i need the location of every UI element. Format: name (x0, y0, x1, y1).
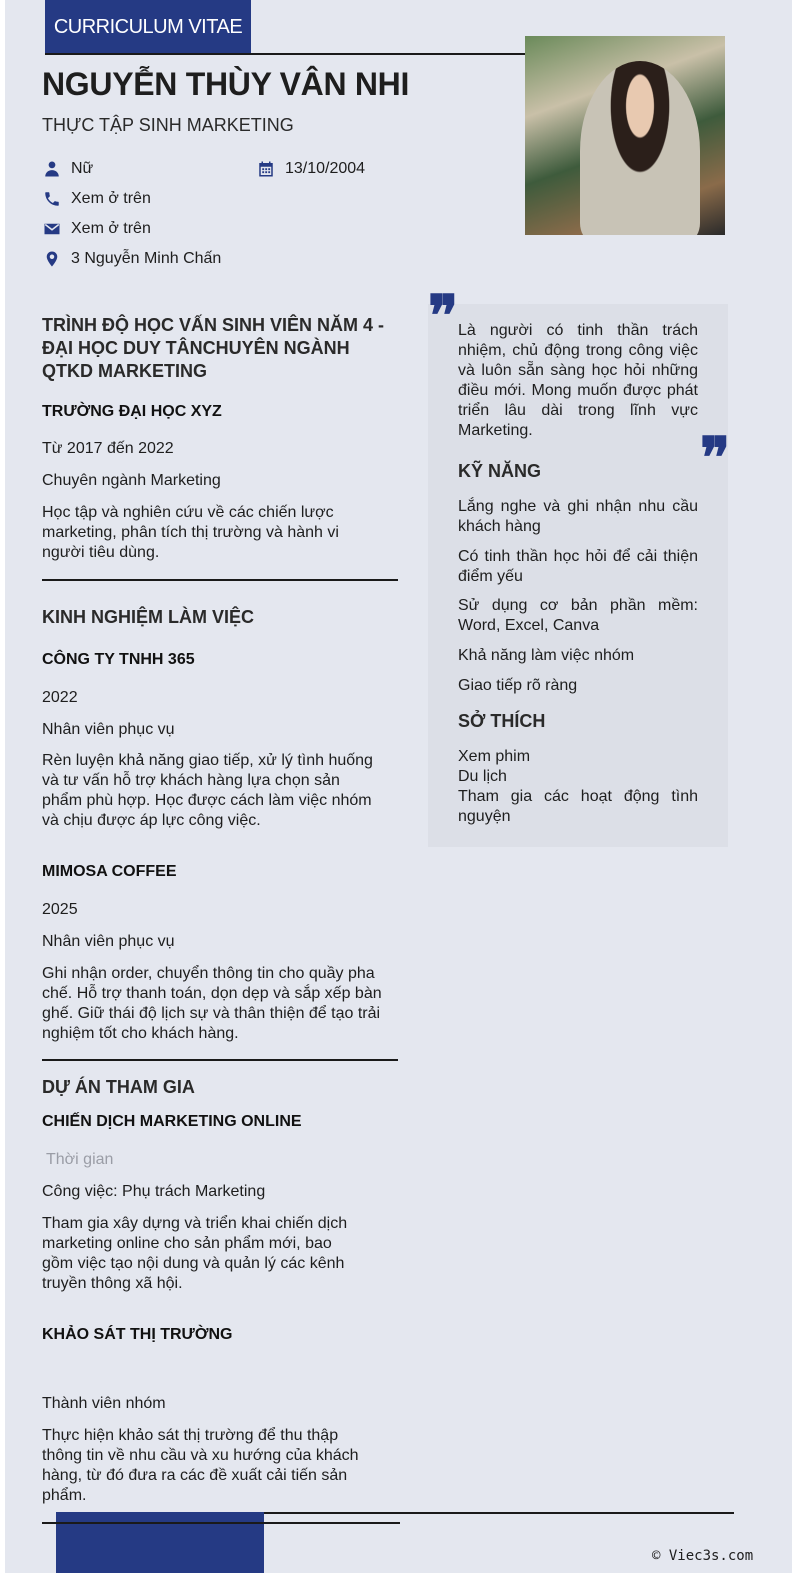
company-name: MIMOSA COFFEE (42, 863, 177, 880)
project-description: Tham gia xây dựng và triển khai chiến dịch marketing online cho sản phẩm mới, bao gồm việc tạo nội dung và quản lý các kênh truyền thông xã hội. (42, 1215, 348, 1292)
footer-divider (42, 1522, 400, 1524)
project-name: KHẢO SÁT THỊ TRƯỜNG (42, 1326, 233, 1343)
candidate-name: NGUYỄN THÙY VÂN NHI (42, 66, 410, 102)
job-year: 2025 (42, 901, 78, 918)
skill-item: Sử dụng cơ bản phần mềm: Word, Excel, Canva (458, 597, 698, 634)
person-silhouette (580, 61, 700, 235)
skill-item: Giao tiếp rõ ràng (458, 677, 578, 694)
contact-phone (42, 189, 151, 209)
project-role: Công việc: Phụ trách Marketing (42, 1183, 266, 1200)
contact-birthday (256, 159, 365, 179)
job-description: Rèn luyện khả năng giao tiếp, xử lý tình huống và tư vấn hỗ trợ khách hàng lựa chọn sản phẩm phù hợp. Học được cách làm việc nhóm và chịu được áp lực công việc. (42, 752, 373, 829)
skill-item: Lắng nghe và ghi nhận nhu cầu khách hàng (458, 498, 698, 535)
job-role: Nhân viên phục vụ (42, 933, 175, 950)
skill-item: Có tinh thần học hỏi để cải thiện điểm yếu (458, 548, 698, 585)
job-year: 2022 (42, 689, 78, 706)
section-divider (42, 579, 398, 581)
career-objective: Là người có tinh thần trách nhiệm, chủ động trong công việc và luôn sẵn sàng học hỏi những điều mới. Mong muốn được phát triển lâu dài trong lĩnh vực Marketing. (458, 322, 698, 439)
skill-item: Khả năng làm việc nhóm (458, 647, 635, 664)
education-major: Chuyên ngành Marketing (42, 472, 221, 489)
contact-address (42, 249, 221, 269)
project-role: Thành viên nhóm (42, 1395, 166, 1412)
hobby-item: Xem phim (458, 748, 531, 765)
experience-heading: KINH NGHIỆM LÀM VIỆC (42, 607, 255, 627)
education-period: Từ 2017 đến 2022 (42, 440, 174, 457)
section-divider (42, 1059, 398, 1061)
calendar-icon (256, 159, 276, 179)
address-value: 3 Nguyễn Minh Chấn (71, 250, 222, 267)
phone-value: Xem ở trên (71, 190, 151, 207)
phone-icon (42, 189, 62, 209)
cv-title-label: CURRICULUM VITAE (53, 15, 243, 38)
birthday-value: 13/10/2004 (285, 160, 366, 177)
contact-email (42, 219, 151, 239)
profile-photo (525, 36, 725, 235)
education-description: Học tập và nghiên cứu về các chiến lược marketing, phân tích thị trường và hành vi người tiêu dùng. (42, 504, 339, 561)
job-description: Ghi nhận order, chuyển thông tin cho quầy pha chế. Hỗ trợ thanh toán, dọn dẹp và sắp xếp bàn ghế. Giữ thái độ lịch sự và thân thiện để tạo trải nghiệm tốt cho khách hàng. (42, 965, 382, 1042)
hobby-item: Du lịch (458, 768, 507, 785)
cv-title-tab (45, 0, 251, 54)
hobby-item: Tham gia các hoạt động tình nguyện (458, 788, 698, 825)
location-pin-icon (42, 249, 62, 269)
close-quote-icon: ❞ (700, 425, 731, 491)
header-divider (45, 53, 525, 55)
project-name: CHIẾN DỊCH MARKETING ONLINE (42, 1113, 302, 1130)
project-time-placeholder: Thời gian (46, 1151, 114, 1168)
email-icon (42, 219, 62, 239)
contact-gender (42, 159, 93, 179)
email-value: Xem ở trên (71, 220, 151, 237)
school-name: TRƯỜNG ĐẠI HỌC XYZ (42, 403, 222, 420)
gender-value: Nữ (71, 160, 94, 177)
company-name: CÔNG TY TNHH 365 (42, 651, 195, 668)
open-quote-icon: ❞ (428, 283, 459, 349)
hobbies-heading: SỞ THÍCH (458, 711, 546, 731)
user-icon (42, 159, 62, 179)
skills-heading: KỸ NĂNG (458, 461, 542, 481)
projects-heading: DỰ ÁN THAM GIA (42, 1077, 195, 1097)
job-role: Nhân viên phục vụ (42, 721, 175, 738)
project-description: Thực hiện khảo sát thị trường để thu thập thông tin về nhu cầu và xu hướng của khách hàng, từ đó đưa ra các đề xuất cải tiến sản phẩm. (42, 1427, 359, 1504)
education-heading: TRÌNH ĐỘ HỌC VẤN SINH VIÊN NĂM 4 - ĐẠI HỌC DUY TÂNCHUYÊN NGÀNH QTKD MARKETING (42, 315, 385, 381)
candidate-position: THỰC TẬP SINH MARKETING (42, 115, 294, 135)
footer-divider (264, 1512, 734, 1514)
copyright-text: © Viec3s.com (652, 1548, 754, 1564)
